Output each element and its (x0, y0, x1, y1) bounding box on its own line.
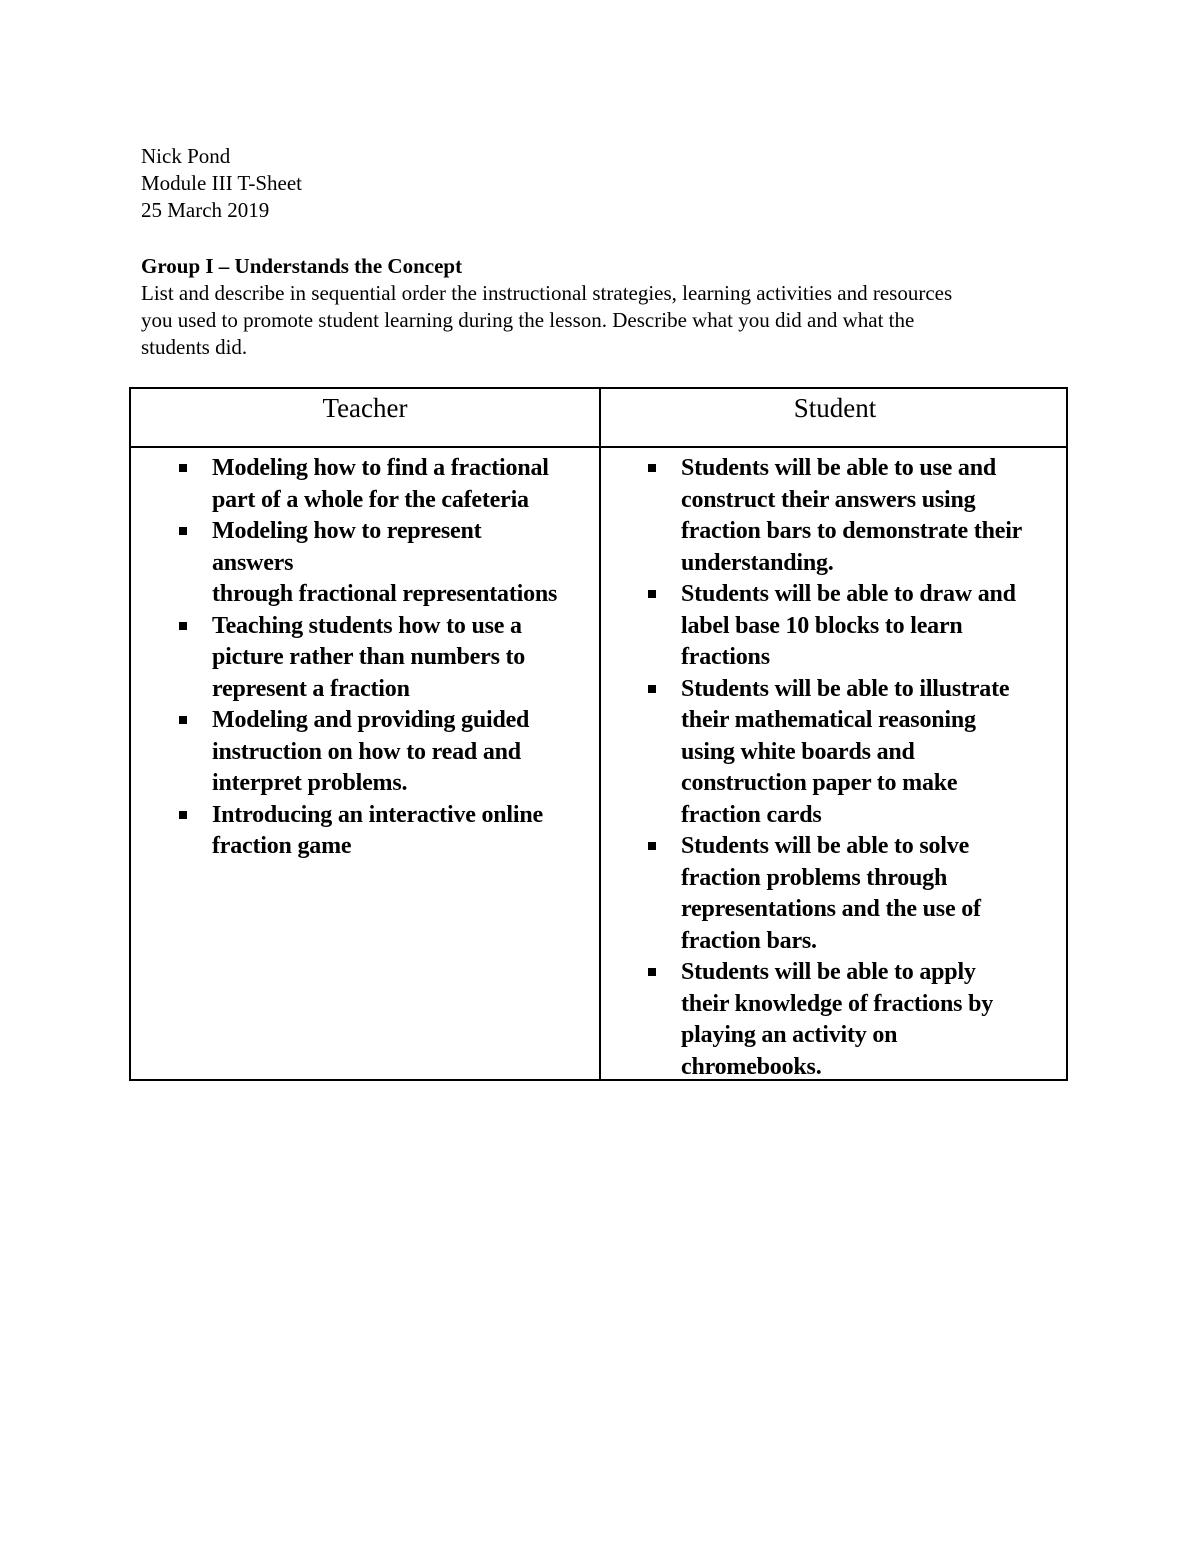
t-sheet-table (129, 387, 1068, 1081)
student-list (648, 453, 1063, 1083)
header-divider (131, 446, 1066, 448)
document-header (141, 143, 302, 224)
group-section (141, 253, 1071, 361)
square-bullet-icon (648, 685, 656, 693)
list-item: Students will be able to use and construct their answers using fraction bars to demonstrate their understanding. (648, 453, 1063, 579)
teacher-column-heading: Teacher (322, 393, 408, 423)
square-bullet-icon (648, 842, 656, 850)
section-title: Group I – Understands the Concept (141, 254, 463, 278)
instructions-line: you used to promote student learning during the lesson. Describe what you did and what the (141, 308, 915, 332)
list-item: Modeling and providing guided instruction on how to read and interpret problems. (179, 705, 594, 800)
list-item: Teaching students how to use a picture rather than numbers to represent a fraction (179, 611, 594, 706)
list-item: Students will be able to solve fraction problems through representations and the use of fraction bars. (648, 831, 1063, 957)
square-bullet-icon (179, 716, 187, 724)
student-column-heading: Student (793, 393, 877, 423)
teacher-list (179, 453, 594, 863)
square-bullet-icon (648, 968, 656, 976)
square-bullet-icon (179, 527, 187, 535)
instructions-line: List and describe in sequential order the instructional strategies, learning activities and resources (141, 281, 953, 305)
section-instructions (141, 280, 1071, 361)
instructions-line: students did. (141, 335, 248, 359)
square-bullet-icon (179, 622, 187, 630)
list-item: Introducing an interactive online fraction game (179, 800, 594, 863)
list-item: Students will be able to draw and label base 10 blocks to learn fractions (648, 579, 1063, 674)
author-name: Nick Pond (141, 144, 231, 168)
assignment-title: Module III T-Sheet (141, 171, 302, 195)
document-date: 25 March 2019 (141, 198, 270, 222)
square-bullet-icon (179, 811, 187, 819)
list-item: Students will be able to apply their knowledge of fractions by playing an activity on chromebooks. (648, 957, 1063, 1083)
list-item: Modeling how to represent answers through fractional representations (179, 516, 594, 611)
column-divider (599, 389, 601, 1079)
list-item: Modeling how to find a fractional part of a whole for the cafeteria (179, 453, 594, 516)
list-item: Students will be able to illustrate their mathematical reasoning using white boards and construction paper to make fraction cards (648, 674, 1063, 832)
square-bullet-icon (648, 464, 656, 472)
square-bullet-icon (179, 464, 187, 472)
square-bullet-icon (648, 590, 656, 598)
